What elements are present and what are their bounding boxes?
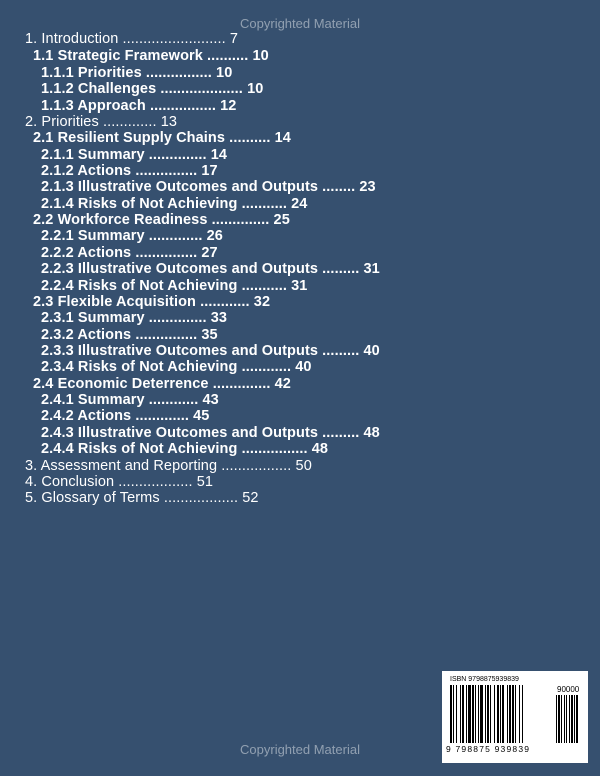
toc-entry: 2.2 Workforce Readiness .............. 25 [33,212,290,228]
toc-entry: 2.4.3 Illustrative Outcomes and Outputs ......... 48 [41,425,380,441]
watermark-bottom: Copyrighted Material [240,742,360,757]
toc-entry: 2.2.2 Actions ............... 27 [41,245,218,261]
toc-entry: 2.3.2 Actions ............... 35 [41,327,218,343]
toc-entry: 1.1.2 Challenges .................... 10 [41,81,264,97]
barcode-bars-graphic [450,685,582,745]
toc-entry: 2.3 Flexible Acquisition ............ 32 [33,294,271,310]
toc-entry: 2.3.4 Risks of Not Achieving ............ 40 [41,359,312,375]
toc-entry: 1.1 Strategic Framework .......... 10 [33,48,269,64]
toc-entry: 2.1.4 Risks of Not Achieving ........... 24 [41,196,308,212]
toc-entry: 2.2.1 Summary ............. 26 [41,228,223,244]
watermark-top: Copyrighted Material [240,16,360,31]
toc-entry: 2.3.3 Illustrative Outcomes and Outputs ......... 40 [41,343,380,359]
toc-entry: 2.4.2 Actions ............. 45 [41,408,210,424]
toc-entry: 2.1 Resilient Supply Chains .......... 14 [33,130,291,146]
toc-entry: 2.4.4 Risks of Not Achieving ................ 48 [41,441,329,457]
toc-entry: 2.1.3 Illustrative Outcomes and Outputs ........ 23 [41,179,376,195]
toc-entry: 2.4.1 Summary ............ 43 [41,392,219,408]
toc-entry: 2.4 Economic Deterrence .............. 42 [33,376,291,392]
isbn-label: ISBN 9798875939839 [450,676,519,683]
toc-entry: 5. Glossary of Terms .................. 52 [25,490,259,506]
toc-entry: 2.2.3 Illustrative Outcomes and Outputs ......... 31 [41,261,380,277]
toc-entry: 2. Priorities ............. 13 [25,114,178,130]
toc-entry: 2.1.1 Summary .............. 14 [41,147,228,163]
toc-entry: 1.1.1 Priorities ................ 10 [41,65,233,81]
toc-entry: 2.3.1 Summary .............. 33 [41,310,228,326]
toc-entry: 2.1.2 Actions ............... 17 [41,163,218,179]
toc-entry: 4. Conclusion .................. 51 [25,474,214,490]
toc-entry: 2.2.4 Risks of Not Achieving ........... 31 [41,278,308,294]
barcode-digits: 9 798875 939839 [446,744,531,754]
toc-entry: 1. Introduction ......................... 7 [25,31,239,47]
price-code: 90000 [557,685,580,694]
toc-entry: 1.1.3 Approach ................ 12 [41,98,237,114]
toc-entry: 3. Assessment and Reporting ................. 50 [25,458,312,474]
